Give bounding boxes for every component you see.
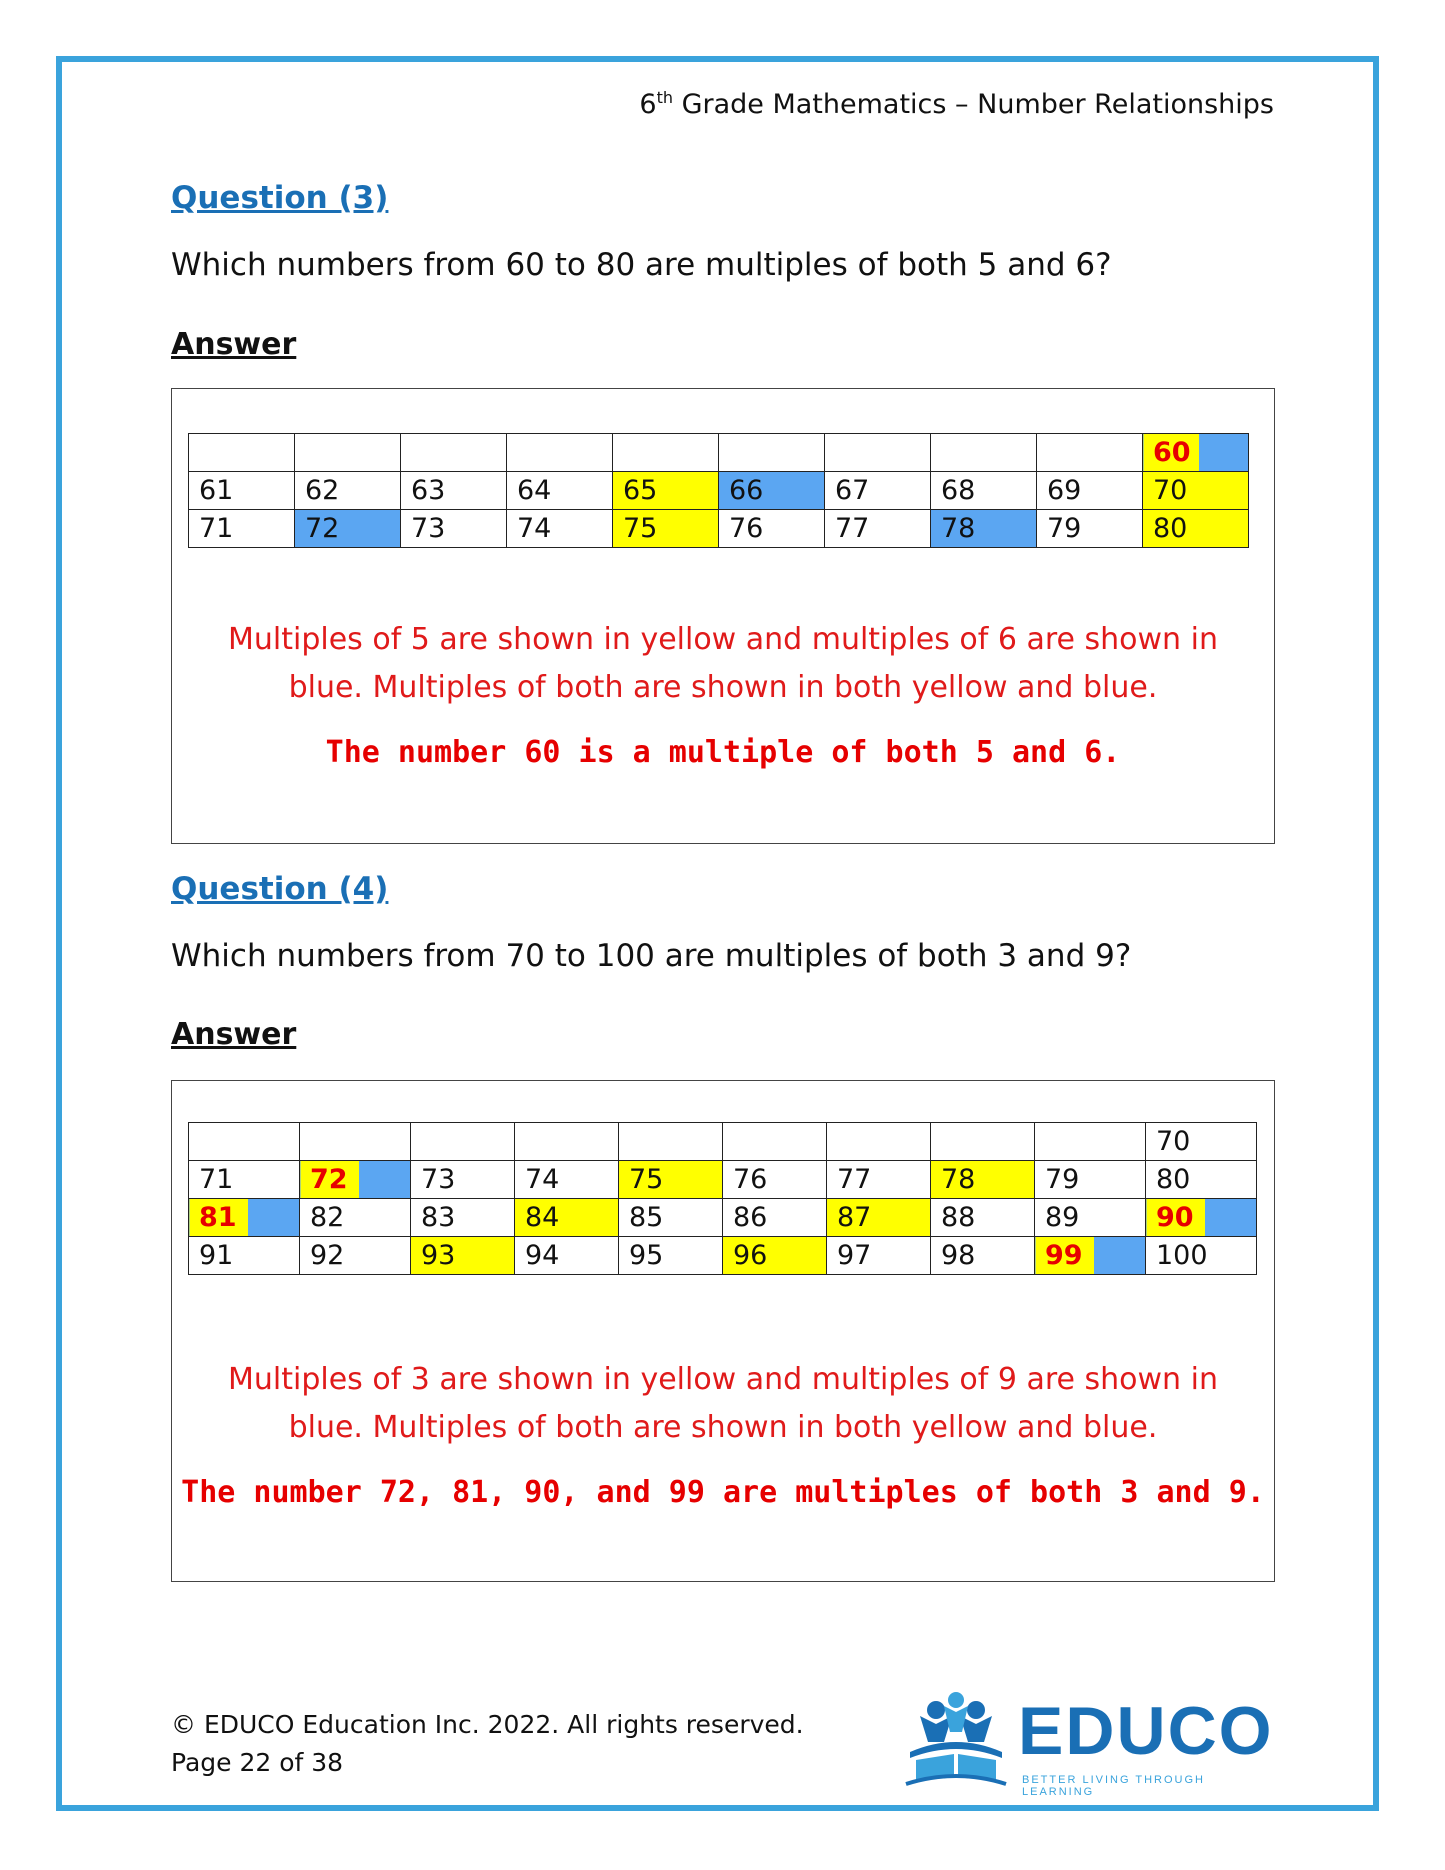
- table-cell: 77: [825, 510, 931, 548]
- table-cell: 74: [507, 510, 613, 548]
- table-cell-yellow: 65: [613, 472, 719, 510]
- people-book-icon: [900, 1692, 1012, 1792]
- table-cell: [931, 1123, 1035, 1161]
- table-cell: [619, 1123, 723, 1161]
- table-cell-common-multiple: 60: [1143, 434, 1249, 472]
- table-cell: [825, 434, 931, 472]
- table-cell-yellow: 93: [411, 1237, 515, 1275]
- table-cell-blue: 72: [295, 510, 401, 548]
- answer-4-label: Answer: [171, 1017, 297, 1052]
- table-cell: [515, 1123, 619, 1161]
- answer-3-label: Answer: [171, 327, 297, 362]
- table-cell: [189, 434, 295, 472]
- table-cell-common-multiple: 99: [1035, 1237, 1146, 1275]
- table-cell: 71: [189, 510, 295, 548]
- table-row: [189, 1161, 1257, 1199]
- table-cell-blue: 78: [931, 510, 1037, 548]
- page-number: Page 22 of 38: [171, 1748, 344, 1777]
- table-cell-yellow: 96: [723, 1237, 827, 1275]
- table-cell-yellow: 78: [931, 1161, 1035, 1199]
- table-cell: [411, 1123, 515, 1161]
- table-cell: 89: [1035, 1199, 1146, 1237]
- table-cell: 91: [189, 1237, 300, 1275]
- table-cell: 85: [619, 1199, 723, 1237]
- table-cell: 79: [1037, 510, 1143, 548]
- table-cell-common-multiple: 81: [189, 1199, 300, 1237]
- table-cell: 88: [931, 1199, 1035, 1237]
- answer-4-box: [171, 1080, 1275, 1582]
- answer-3-explanation-line-1: Multiples of 5 are shown in yellow and multiples of 6 are shown in: [228, 622, 1218, 657]
- table-cell: 61: [189, 472, 295, 510]
- table-cell-yellow: 75: [613, 510, 719, 548]
- table-cell: [300, 1123, 411, 1161]
- table-cell: [719, 434, 825, 472]
- answer-4-explanation-line-2: blue. Multiples of both are shown in both yellow and blue.: [288, 1410, 1158, 1445]
- table-cell: 70: [1146, 1123, 1257, 1161]
- table-cell: [1037, 434, 1143, 472]
- table-cell: 69: [1037, 472, 1143, 510]
- table-cell: [827, 1123, 931, 1161]
- table-row: [189, 1199, 1257, 1237]
- table-cell: 95: [619, 1237, 723, 1275]
- answer-3-explanation-line-2: blue. Multiples of both are shown in both yellow and blue.: [288, 670, 1158, 705]
- table-cell: 97: [827, 1237, 931, 1275]
- table-cell-yellow: 75: [619, 1161, 723, 1199]
- answer-3-table: [188, 433, 1249, 548]
- table-cell: 73: [401, 510, 507, 548]
- answer-4-table: [188, 1122, 1257, 1275]
- question-3-text: Which numbers from 60 to 80 are multiples of both 5 and 6?: [171, 247, 1112, 283]
- table-cell: 98: [931, 1237, 1035, 1275]
- question-3-title: Question (3): [171, 180, 389, 216]
- table-cell-common-multiple: 90: [1146, 1199, 1257, 1237]
- table-cell: 82: [300, 1199, 411, 1237]
- table-row: [189, 472, 1249, 510]
- question-4-text: Which numbers from 70 to 100 are multiples of both 3 and 9?: [171, 938, 1132, 974]
- table-cell: 76: [723, 1161, 827, 1199]
- table-cell: [931, 434, 1037, 472]
- table-cell-yellow: 84: [515, 1199, 619, 1237]
- table-cell-yellow: 80: [1143, 510, 1249, 548]
- table-cell: [295, 434, 401, 472]
- table-row: [189, 434, 1249, 472]
- answer-3-conclusion: The number 60 is a multiple of both 5 and 6.: [325, 735, 1121, 770]
- logo-wordmark: EDUCO: [1018, 1693, 1274, 1769]
- table-cell-common-multiple: 72: [300, 1161, 411, 1199]
- table-cell: [401, 434, 507, 472]
- table-cell: 86: [723, 1199, 827, 1237]
- question-4-title: Question (4): [171, 871, 389, 907]
- table-cell: 67: [825, 472, 931, 510]
- table-cell: 79: [1035, 1161, 1146, 1199]
- table-cell: 64: [507, 472, 613, 510]
- table-cell-yellow: 87: [827, 1199, 931, 1237]
- table-cell: 74: [515, 1161, 619, 1199]
- educo-logo: [900, 1692, 1274, 1798]
- table-cell: 63: [401, 472, 507, 510]
- table-cell: 73: [411, 1161, 515, 1199]
- page-header: 6th Grade Mathematics – Number Relationships: [639, 88, 1274, 120]
- table-cell-yellow: 70: [1143, 472, 1249, 510]
- table-row: [189, 1237, 1257, 1275]
- table-cell: 77: [827, 1161, 931, 1199]
- table-cell: [1035, 1123, 1146, 1161]
- answer-4-conclusion: The number 72, 81, 90, and 99 are multiples of both 3 and 9.: [181, 1475, 1265, 1510]
- table-cell: [723, 1123, 827, 1161]
- table-cell: 71: [189, 1161, 300, 1199]
- table-cell: 80: [1146, 1161, 1257, 1199]
- table-cell: 62: [295, 472, 401, 510]
- answer-4-explanation-line-1: Multiples of 3 are shown in yellow and multiples of 9 are shown in: [228, 1362, 1218, 1397]
- table-row: [189, 1123, 1257, 1161]
- table-cell: 92: [300, 1237, 411, 1275]
- copyright-text: © EDUCO Education Inc. 2022. All rights reserved.: [171, 1710, 804, 1739]
- answer-3-box: [171, 388, 1275, 844]
- table-row: [189, 510, 1249, 548]
- table-cell: 94: [515, 1237, 619, 1275]
- table-cell: 68: [931, 472, 1037, 510]
- table-cell: [189, 1123, 300, 1161]
- table-cell: 100: [1146, 1237, 1257, 1275]
- table-cell: [507, 434, 613, 472]
- table-cell: 76: [719, 510, 825, 548]
- table-cell-blue: 66: [719, 472, 825, 510]
- logo-tagline: BETTER LIVING THROUGH LEARNING: [1022, 1774, 1205, 1798]
- table-cell: [613, 434, 719, 472]
- table-cell: 83: [411, 1199, 515, 1237]
